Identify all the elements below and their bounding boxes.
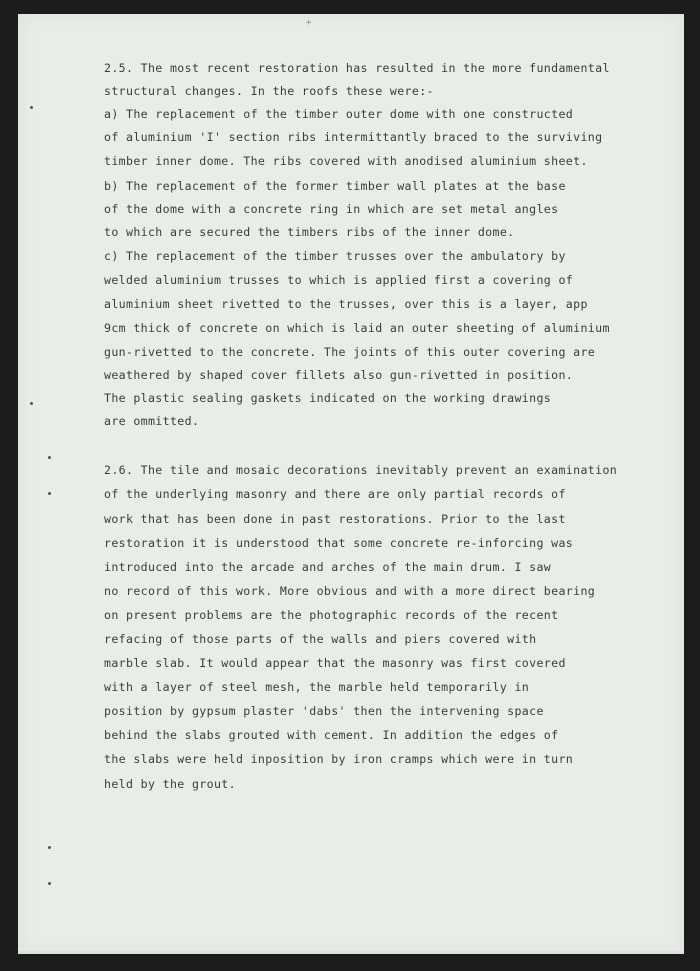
margin-speck — [30, 106, 33, 109]
text-line: a) The replacement of the timber outer dome with one constructed — [104, 107, 574, 121]
margin-speck — [48, 846, 51, 849]
text-line: welded aluminium trusses to which is applied first a covering of — [104, 273, 574, 287]
text-line: position by gypsum plaster 'dabs' then the intervening space — [104, 704, 544, 718]
text-line: 9cm thick of concrete on which is laid an outer sheeting of aluminium — [104, 321, 610, 335]
text-line: weathered by shaped cover fillets also gun-rivetted in position. — [104, 368, 574, 382]
text-line: b) The replacement of the former timber wall plates at the base — [104, 179, 566, 193]
text-line: 2.5. The most recent restoration has resulted in the more fundamental — [104, 61, 610, 75]
text-line: behind the slabs grouted with cement. In addition the edges of — [104, 728, 559, 742]
text-line: of aluminium 'I' section ribs intermittantly braced to the surviving — [104, 130, 603, 144]
margin-speck — [48, 882, 51, 885]
text-line: introduced into the arcade and arches of the main drum. I saw — [104, 560, 552, 574]
text-line: held by the grout. — [104, 777, 236, 791]
text-line: with a layer of steel mesh, the marble held temporarily in — [104, 680, 530, 694]
text-line: restoration it is understood that some concrete re-inforcing was — [104, 536, 574, 550]
text-line: to which are secured the timbers ribs of the inner dome. — [104, 225, 515, 239]
text-line: structural changes. In the roofs these were:- — [104, 84, 434, 98]
text-line: the slabs were held inposition by iron cramps which were in turn — [104, 752, 574, 766]
text-line: 2.6. The tile and mosaic decorations inevitably prevent an examination — [104, 463, 618, 477]
text-line: timber inner dome. The ribs covered with anodised aluminium sheet. — [104, 154, 588, 168]
text-line: refacing of those parts of the walls and piers covered with — [104, 632, 537, 646]
margin-speck — [30, 402, 33, 405]
text-line: on present problems are the photographic records of the recent — [104, 608, 559, 622]
text-line: The plastic sealing gaskets indicated on the working drawings — [104, 391, 552, 405]
page-bottom-edge — [18, 948, 684, 954]
document-page — [18, 14, 684, 954]
text-line: work that has been done in past restorations. Prior to the last — [104, 512, 566, 526]
text-line: no record of this work. More obvious and with a more direct bearing — [104, 584, 596, 598]
page-mark: + — [306, 18, 312, 28]
margin-speck — [48, 456, 51, 459]
text-line: gun-rivetted to the concrete. The joints of this outer covering are — [104, 345, 596, 359]
text-line: of the dome with a concrete ring in which are set metal angles — [104, 202, 559, 216]
text-line: c) The replacement of the timber trusses over the ambulatory by — [104, 249, 566, 263]
text-line: aluminium sheet rivetted to the trusses, over this is a layer, app — [104, 297, 588, 311]
margin-speck — [48, 492, 51, 495]
text-line: marble slab. It would appear that the masonry was first covered — [104, 656, 566, 670]
text-line: of the underlying masonry and there are only partial records of — [104, 487, 566, 501]
text-line: are ommitted. — [104, 414, 200, 428]
